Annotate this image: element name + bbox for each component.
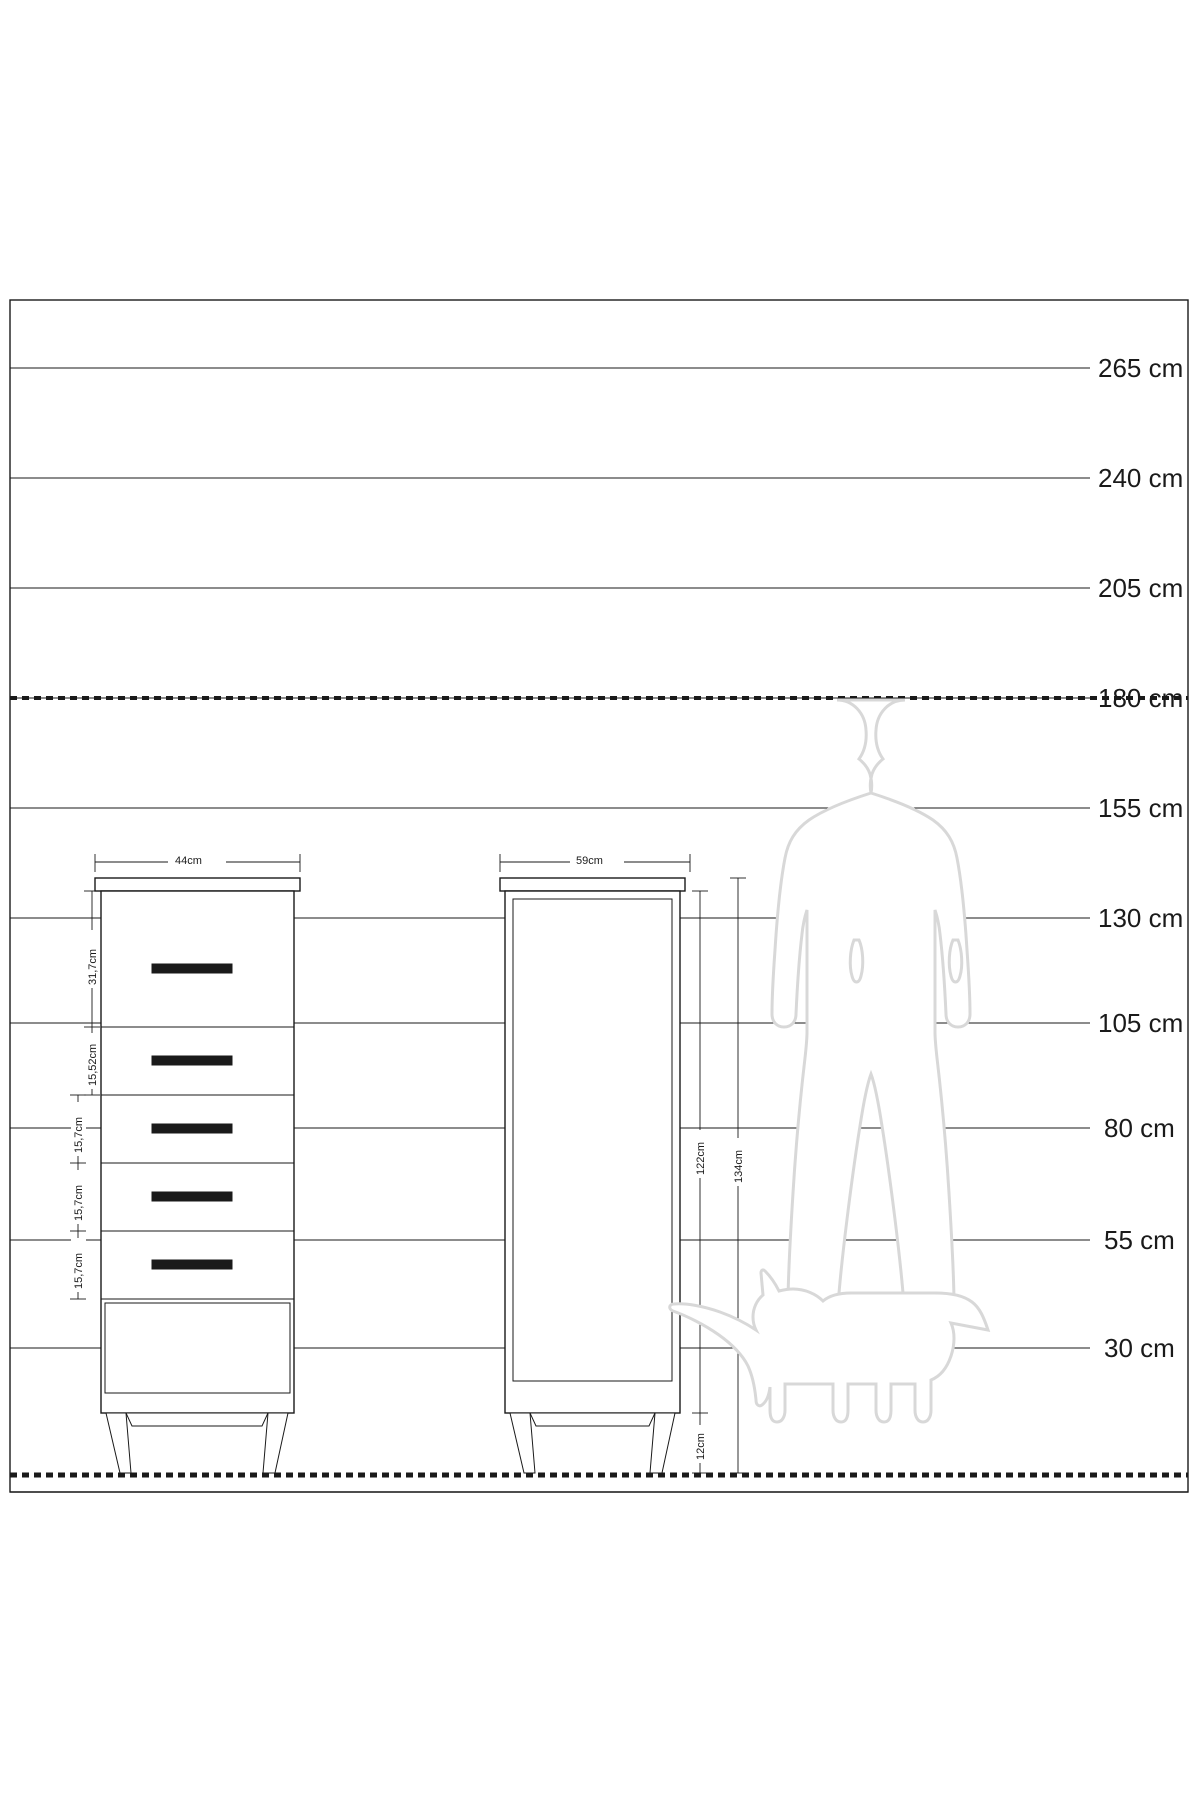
chest-drawer-handle-1[interactable] [152, 964, 232, 973]
cabinet-height-dimensions [692, 878, 746, 1473]
cabinet-leg-right [650, 1413, 675, 1473]
dim-134-label: 134cm [733, 1149, 745, 1183]
scale-label-55: 55 cm [1104, 1225, 1175, 1255]
chest-drawer-handle-4[interactable] [152, 1192, 232, 1201]
dim-122-label: 122cm [695, 1141, 707, 1175]
scale-label-105: 105 cm [1098, 1008, 1184, 1038]
cabinet-door[interactable] [513, 899, 672, 1381]
chest-drawer-height-dimensions [70, 891, 100, 1299]
cabinet-width-dimension [500, 852, 690, 872]
cabinet-width-label: 59cm [576, 855, 603, 867]
chest-of-drawers [95, 878, 300, 1473]
chest-drawer-handle-5[interactable] [152, 1260, 232, 1269]
scale-label-80: 80 cm [1104, 1113, 1175, 1143]
scale-label-30: 30 cm [1104, 1333, 1175, 1363]
scale-label-130: 130 cm [1098, 903, 1184, 933]
scale-label-265: 265 cm [1098, 353, 1184, 383]
dim-drawer5-label: 15,7cm [73, 1252, 85, 1289]
chest-leg-rail [126, 1413, 268, 1426]
scale-labels [1070, 353, 1183, 1363]
chest-bottom-panel [105, 1303, 290, 1393]
dim-12-label: 12cm [695, 1433, 707, 1460]
cabinet-leg-left [510, 1413, 535, 1473]
person-body [772, 700, 970, 1321]
human-silhouette [772, 700, 970, 1321]
scale-label-205: 205 cm [1098, 573, 1184, 603]
cabinet-top-plate [500, 878, 685, 891]
person-hand-right [949, 940, 961, 982]
scale-label-155: 155 cm [1098, 793, 1184, 823]
dim-drawer2-label: 15,52cm [87, 1043, 99, 1086]
person-hand-left [850, 940, 862, 982]
chest-drawer-handle-2[interactable] [152, 1056, 232, 1065]
scale-label-240: 240 cm [1098, 463, 1184, 493]
chest-width-dimension [95, 852, 300, 872]
tall-cabinet [500, 878, 685, 1473]
scale-label-180: 180 cm [1098, 683, 1184, 713]
cabinet-leg-rail [530, 1413, 655, 1426]
dim-drawer3-label: 15,7cm [73, 1116, 85, 1153]
chest-drawer-handle-3[interactable] [152, 1124, 232, 1133]
chest-leg-left [106, 1413, 131, 1473]
chest-top-plate [95, 878, 300, 891]
dim-drawer4-label: 15,7cm [73, 1184, 85, 1221]
dim-drawer-top-label: 31,7cm [87, 948, 99, 985]
chest-width-label: 44cm [175, 855, 202, 867]
chest-leg-right [263, 1413, 288, 1473]
